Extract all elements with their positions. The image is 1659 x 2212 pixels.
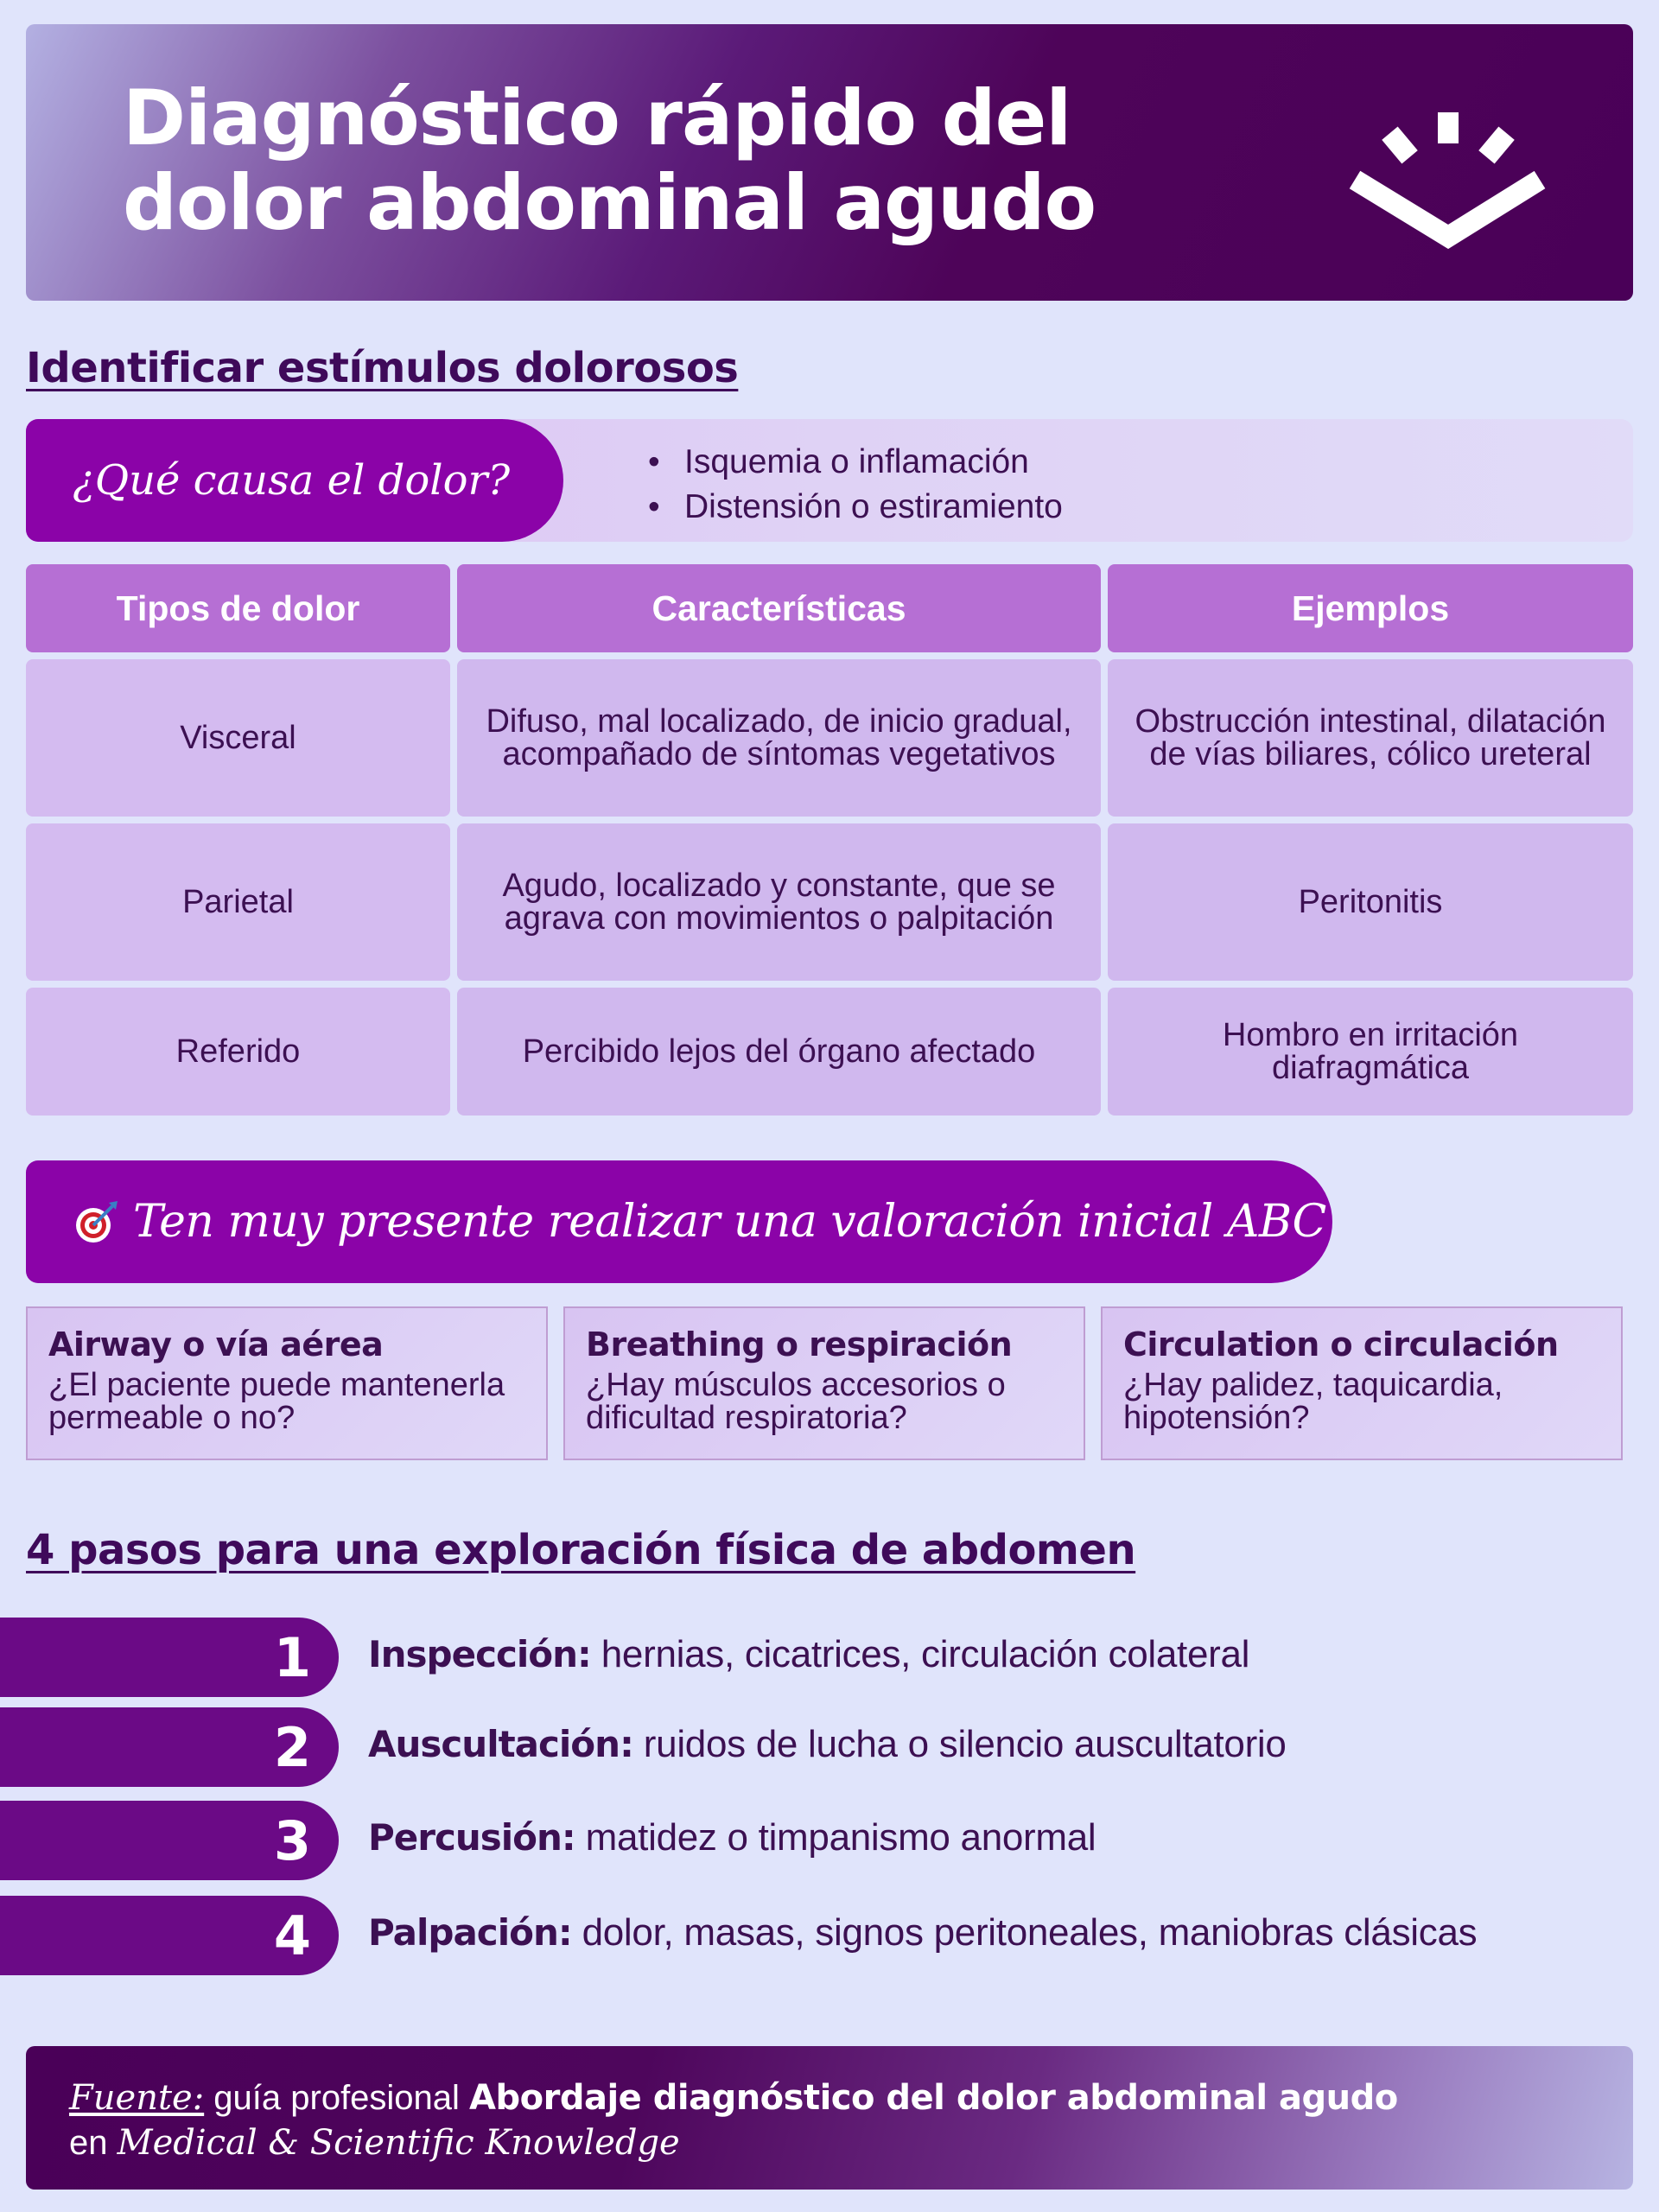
- step-label: Auscultación:: [368, 1723, 633, 1765]
- table-header-examples: Ejemplos: [1108, 564, 1633, 652]
- step-number-4: 4: [0, 1896, 339, 1975]
- table-cell-characteristics: Percibido lejos del órgano afectado: [457, 988, 1101, 1116]
- abc-box-circulation: [1101, 1306, 1623, 1460]
- step-description: hernias, cicatrices, circulación colateral: [590, 1633, 1250, 1675]
- smile-logo-icon: [1339, 93, 1555, 249]
- logo-smile: [1355, 180, 1540, 237]
- cause-item: • Distensión o estiramiento: [631, 485, 1063, 530]
- step-description: ruidos de lucha o silencio auscultatorio: [632, 1723, 1287, 1765]
- step-label: Inspección:: [368, 1633, 591, 1675]
- guide-title: Abordaje diagnóstico del dolor abdominal agudo: [469, 2078, 1398, 2118]
- step-text-4: [368, 1911, 1477, 1955]
- table-cell-characteristics: Agudo, localizado y constante, que se agrava con movimientos o palpitación: [457, 823, 1101, 981]
- table-cell-type: Visceral: [26, 659, 450, 817]
- source-footer: [26, 2046, 1633, 2190]
- step-number-2: 2: [0, 1707, 339, 1787]
- publisher-name: Medical & Scientific Knowledge: [117, 2123, 680, 2163]
- abc-box-title: Breathing o respiración: [586, 1325, 1013, 1363]
- table-cell-examples: Peritonitis: [1108, 823, 1633, 981]
- step-text-3: [368, 1816, 1096, 1859]
- table-cell-examples: Hombro en irritación diafragmática: [1108, 988, 1633, 1116]
- abc-box-title: Airway o vía aérea: [48, 1325, 384, 1363]
- table-cell-examples: Obstrucción intestinal, dilatación de vías biliares, cólico ureteral: [1108, 659, 1633, 817]
- section-heading-stimuli: Identificar estímulos dolorosos: [26, 344, 739, 392]
- logo-eye-left: [1382, 126, 1418, 163]
- abc-box-airway: [26, 1306, 548, 1460]
- step-description: dolor, masas, signos peritoneales, maniobras clásicas: [571, 1911, 1478, 1954]
- target-dart-icon: [73, 1198, 121, 1246]
- abc-box-title: Circulation o circulación: [1123, 1325, 1559, 1363]
- pain-types-table: [26, 564, 1633, 1116]
- step-label: Percusión:: [368, 1816, 575, 1859]
- table-cell-type: Parietal: [26, 823, 450, 981]
- step-description: matidez o timpanismo anormal: [575, 1816, 1096, 1859]
- abc-banner: [26, 1160, 1332, 1283]
- cause-banner: [26, 419, 1633, 542]
- source-line-1: Fuente: guía profesional Abordaje diagnóstico del dolor abdominal agudo: [69, 2078, 1398, 2118]
- abc-box-breathing: [563, 1306, 1085, 1460]
- step-number-3: 3: [0, 1801, 339, 1880]
- header-banner: [26, 24, 1633, 301]
- table-cell-characteristics: Difuso, mal localizado, de inicio gradual, acompañado de síntomas vegetativos: [457, 659, 1101, 817]
- abc-box-body: ¿Hay músculos accesorios o dificultad respiratoria?: [586, 1367, 1006, 1436]
- cause-question: ¿Qué causa el dolor?: [26, 419, 563, 542]
- abc-box-body: ¿El paciente puede mantenerla permeable o no?: [48, 1367, 505, 1436]
- logo-eye-right: [1478, 126, 1515, 163]
- step-text-1: [368, 1633, 1249, 1676]
- logo-eye-center: [1438, 112, 1459, 143]
- abc-banner-text: Ten muy presente realizar una valoración inicial ABC: [133, 1196, 1326, 1248]
- cause-item: • Isquemia o inflamación: [631, 440, 1063, 485]
- table-header-characteristics: Características: [457, 564, 1101, 652]
- step-number-1: 1: [0, 1618, 339, 1697]
- abc-box-body: ¿Hay palidez, taquicardia, hipotensión?: [1123, 1367, 1503, 1436]
- table-cell-type: Referido: [26, 988, 450, 1116]
- source-line-2: en Medical & Scientific Knowledge: [69, 2123, 680, 2163]
- cause-list: [631, 440, 1063, 530]
- source-label: Fuente:: [69, 2078, 205, 2118]
- page-title: Diagnóstico rápido del dolor abdominal agudo: [123, 73, 1096, 247]
- step-text-2: [368, 1723, 1287, 1766]
- table-header-type: Tipos de dolor: [26, 564, 450, 652]
- section-heading-steps: 4 pasos para una exploración física de abdomen: [26, 1526, 1136, 1574]
- step-label: Palpación:: [368, 1911, 572, 1954]
